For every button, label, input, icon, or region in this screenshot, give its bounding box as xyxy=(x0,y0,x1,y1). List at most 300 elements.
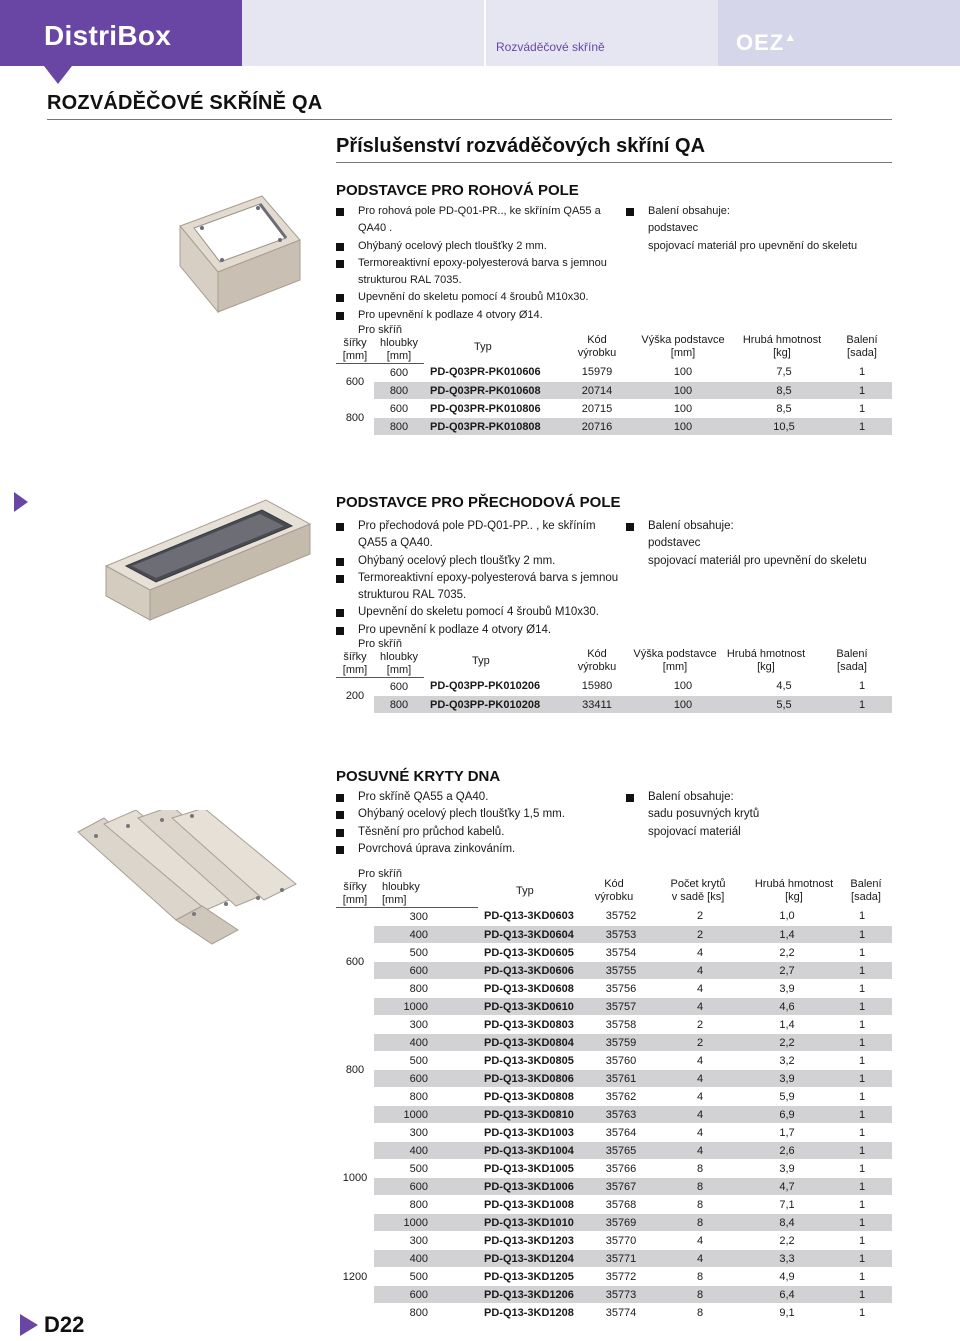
column-header-typ: Typ xyxy=(474,341,492,353)
cell-hloubka: 600 xyxy=(374,1286,478,1304)
cell-hloubka: 400 xyxy=(374,926,478,944)
cell-pocet: 8 xyxy=(658,1268,742,1286)
cell-kod: 35765 xyxy=(584,1142,658,1160)
column-header: [mm] xyxy=(336,350,374,364)
cell-vyska: 100 xyxy=(630,382,736,400)
cell-vyska: 100 xyxy=(630,678,736,696)
list-item xyxy=(336,289,626,306)
cell-typ: PD-Q13-3KD0803 xyxy=(478,1016,584,1034)
floor-covers-image xyxy=(74,810,300,946)
cell-baleni: 1 xyxy=(832,1070,892,1088)
list-item-text: Pro přechodová pole PD-Q01-PP.. , ke skříním QA55 a QA40. xyxy=(358,520,596,550)
column-header: [mm] xyxy=(374,894,478,908)
cell-typ: PD-Q13-3KD1003 xyxy=(478,1124,584,1142)
section-title: PODSTAVCE PRO ROHOVÁ POLE xyxy=(336,182,579,199)
table-row xyxy=(336,418,892,436)
cell-baleni: 1 xyxy=(832,1250,892,1268)
cell-hmotnost: 7,5 xyxy=(736,364,832,382)
table-row xyxy=(336,696,892,714)
table-row xyxy=(336,944,892,962)
list-item-text: Upevnění do skeletu pomocí 4 šroubů M10x30. xyxy=(358,291,589,304)
table-row xyxy=(336,1160,892,1178)
cell-pocet: 8 xyxy=(658,1304,742,1322)
cell-sirka: 800 xyxy=(336,1016,374,1124)
cell-hloubka: 600 xyxy=(374,678,424,696)
bullet-icon xyxy=(336,243,344,251)
hmotnost-label: Hrubá hmotnost xyxy=(726,648,806,660)
list-item xyxy=(336,622,626,639)
cell-pocet: 2 xyxy=(658,926,742,944)
cell-hloubka: 500 xyxy=(374,944,478,962)
oez-logo-text: OEZ xyxy=(736,30,785,55)
cell-pocet: 4 xyxy=(658,998,742,1016)
column-header-pocet xyxy=(656,878,740,904)
cell-baleni: 1 xyxy=(832,926,892,944)
bullet-icon xyxy=(336,523,344,531)
pro-skrin-label: Pro skříň xyxy=(358,868,403,880)
cell-kod: 35761 xyxy=(584,1070,658,1088)
bullet-icon xyxy=(626,208,634,216)
table-row xyxy=(336,1142,892,1160)
list-item xyxy=(336,238,626,255)
list-item-text: Pro skříně QA55 a QA40. xyxy=(358,791,489,803)
list-item-text: strukturou RAL 7035. xyxy=(358,274,462,287)
list-item-text: Pro upevnění k podlaze 4 otvory Ø14. xyxy=(358,623,552,636)
cell-baleni: 1 xyxy=(832,1304,892,1322)
cell-baleni: 1 xyxy=(832,962,892,980)
table-row xyxy=(336,400,892,418)
column-header: hloubky xyxy=(382,881,420,893)
column-header: [mm] xyxy=(374,664,424,678)
cell-kod: 35753 xyxy=(584,926,658,944)
cell-kod: 35756 xyxy=(584,980,658,998)
cell-hloubka: 800 xyxy=(374,382,424,400)
cell-hmotnost: 3,2 xyxy=(742,1052,832,1070)
cell-baleni: 1 xyxy=(832,980,892,998)
column-header: [mm] xyxy=(374,350,424,364)
list-item-text: Ohýbaný ocelový plech tloušťky 2 mm. xyxy=(358,239,547,252)
bullet-icon xyxy=(626,794,634,802)
cell-kod: 35760 xyxy=(584,1052,658,1070)
baleni-label: Balení xyxy=(850,878,882,890)
bullet-icon xyxy=(336,829,344,837)
cell-hloubka: 300 xyxy=(374,1016,478,1034)
cell-hloubka: 600 xyxy=(374,1178,478,1196)
cell-baleni: 1 xyxy=(832,1124,892,1142)
column-header xyxy=(336,868,478,881)
cell-typ: PD-Q13-3KD0605 xyxy=(478,944,584,962)
table-row xyxy=(336,364,892,382)
vyrobku-label: výrobku xyxy=(594,891,634,903)
bullet-icon xyxy=(336,294,344,302)
cell-hloubka: 400 xyxy=(374,1250,478,1268)
cell-sirka: 600 xyxy=(336,908,374,1016)
sub-title: Příslušenství rozváděčových skříní QA xyxy=(336,135,706,157)
cell-typ: PD-Q13-3KD0610 xyxy=(478,998,584,1016)
cell-hmotnost: 3,3 xyxy=(742,1250,832,1268)
package-title: Balení obsahuje: xyxy=(648,520,734,532)
cell-baleni: 1 xyxy=(832,1052,892,1070)
cell-baleni: 1 xyxy=(832,1196,892,1214)
cell-pocet: 4 xyxy=(658,1070,742,1088)
cell-typ: PD-Q13-3KD0604 xyxy=(478,926,584,944)
cell-pocet: 4 xyxy=(658,1106,742,1124)
cell-kod: 35771 xyxy=(584,1250,658,1268)
cell-hmotnost: 3,9 xyxy=(742,1160,832,1178)
cell-hmotnost: 4,7 xyxy=(742,1178,832,1196)
column-header-baleni xyxy=(836,878,896,904)
cell-typ: PD-Q03PP-PK010208 xyxy=(424,696,564,714)
cell-pocet: 4 xyxy=(658,962,742,980)
cell-hmotnost: 8,4 xyxy=(742,1214,832,1232)
feature-list xyxy=(336,518,626,639)
column-header-typ: Typ xyxy=(516,885,534,897)
cell-baleni: 1 xyxy=(832,382,892,400)
package-contents xyxy=(626,789,896,841)
cell-kod: 35774 xyxy=(584,1304,658,1322)
table-row xyxy=(336,1106,892,1124)
cell-sirka: 200 xyxy=(336,678,374,714)
package-title: Balení obsahuje: xyxy=(648,791,734,803)
column-header-kod xyxy=(584,878,644,904)
cell-baleni: 1 xyxy=(832,1106,892,1124)
column-header: [mm] xyxy=(336,894,374,908)
column-header-kod xyxy=(564,334,630,360)
cell-baleni: 1 xyxy=(832,1232,892,1250)
cell-baleni: 1 xyxy=(832,1088,892,1106)
unit-label: [sada] xyxy=(837,661,867,673)
list-item-text: strukturou RAL 7035. xyxy=(358,589,467,602)
cell-hloubka: 1000 xyxy=(374,1214,478,1232)
cell-pocet: 8 xyxy=(658,1160,742,1178)
cell-typ: PD-Q13-3KD0808 xyxy=(478,1088,584,1106)
table-row xyxy=(336,980,892,998)
column-header: šířky xyxy=(343,337,367,349)
cell-typ: PD-Q13-3KD0804 xyxy=(478,1034,584,1052)
cell-vyska: 100 xyxy=(630,696,736,714)
cell-kod: 35757 xyxy=(584,998,658,1016)
feature-list xyxy=(336,203,626,324)
list-item-text: Upevnění do skeletu pomocí 4 šroubů M10x30. xyxy=(358,606,600,619)
column-header: [mm] xyxy=(336,664,374,678)
cell-baleni: 1 xyxy=(832,944,892,962)
cell-baleni: 1 xyxy=(832,696,892,714)
cell-kod: 35766 xyxy=(584,1160,658,1178)
cell-hmotnost: 1,4 xyxy=(742,1016,832,1034)
hmotnost-label: Hrubá hmotnost xyxy=(754,878,834,890)
cell-kod: 15979 xyxy=(564,364,630,382)
unit-label: [sada] xyxy=(851,891,881,903)
cell-hloubka: 500 xyxy=(374,1052,478,1070)
kod-label: Kód xyxy=(604,878,624,890)
logo-triangle-icon: ▲ xyxy=(784,30,798,44)
cell-hloubka: 800 xyxy=(374,1196,478,1214)
page-header xyxy=(0,0,960,66)
cell-pocet: 4 xyxy=(658,944,742,962)
cell-hloubka: 400 xyxy=(374,1142,478,1160)
cell-typ: PD-Q13-3KD1203 xyxy=(478,1232,584,1250)
package-item: spojovací materiál pro upevnění do skeletu xyxy=(648,239,858,252)
list-item-text: Ohýbaný ocelový plech tloušťky 2 mm. xyxy=(358,554,556,567)
cell-typ: PD-Q13-3KD1005 xyxy=(478,1160,584,1178)
cell-hmotnost: 2,6 xyxy=(742,1142,832,1160)
cell-typ: PD-Q13-3KD0606 xyxy=(478,962,584,980)
cell-hloubka: 600 xyxy=(374,962,478,980)
cell-baleni: 1 xyxy=(832,1034,892,1052)
cell-hloubka: 300 xyxy=(374,1124,478,1142)
cell-hloubka: 1000 xyxy=(374,998,478,1016)
page-number-arrow-icon xyxy=(20,1314,38,1336)
cell-hmotnost: 1,7 xyxy=(742,1124,832,1142)
baleni-label: Balení xyxy=(836,648,868,660)
cell-typ: PD-Q03PR-PK010608 xyxy=(424,382,564,400)
list-item xyxy=(336,587,626,604)
unit-label: [kg] xyxy=(785,891,803,903)
table-row xyxy=(336,1124,892,1142)
cell-baleni: 1 xyxy=(832,1142,892,1160)
hmotnost-label: Hrubá hmotnost xyxy=(742,334,822,346)
cell-hloubka: 800 xyxy=(374,1088,478,1106)
unit-label: [kg] xyxy=(757,661,775,673)
cell-hmotnost: 1,4 xyxy=(742,926,832,944)
page-number-text: D22 xyxy=(44,1312,85,1337)
cell-kod: 33411 xyxy=(564,696,630,714)
list-item-text: Těsnění pro průchod kabelů. xyxy=(358,825,505,838)
cell-typ: PD-Q03PR-PK010806 xyxy=(424,400,564,418)
bullet-icon xyxy=(626,523,634,531)
cell-typ: PD-Q03PR-PK010606 xyxy=(424,364,564,382)
cell-typ: PD-Q13-3KD0805 xyxy=(478,1052,584,1070)
cell-kod: 35762 xyxy=(584,1088,658,1106)
kod-label: Kód xyxy=(587,648,607,660)
cell-hmotnost: 5,5 xyxy=(736,696,832,714)
cell-hloubka: 400 xyxy=(374,1034,478,1052)
bullet-icon xyxy=(336,575,344,583)
cell-baleni: 1 xyxy=(832,364,892,382)
list-item-text: Ohýbaný ocelový plech tloušťky 1,5 mm. xyxy=(358,808,565,821)
table-row xyxy=(336,962,892,980)
cell-baleni: 1 xyxy=(832,1178,892,1196)
vyska-label: Výška podstavce xyxy=(641,334,725,346)
cell-hloubka: 1000 xyxy=(374,1106,478,1124)
cell-hmotnost: 2,2 xyxy=(742,944,832,962)
cell-pocet: 4 xyxy=(658,1250,742,1268)
oez-logo xyxy=(736,30,797,56)
list-item xyxy=(336,570,626,587)
cell-kod: 20716 xyxy=(564,418,630,436)
cell-hmotnost: 2,7 xyxy=(742,962,832,980)
list-item xyxy=(336,806,626,823)
cell-hmotnost: 7,1 xyxy=(742,1196,832,1214)
cell-pocet: 4 xyxy=(658,980,742,998)
column-header-hmotnost xyxy=(722,334,842,360)
cell-vyska: 100 xyxy=(630,418,736,436)
cell-hmotnost: 4,9 xyxy=(742,1268,832,1286)
list-item-text: Pro rohová pole PD-Q01-PR.., ke skříním QA55 a QA40 . xyxy=(358,205,601,235)
cell-baleni: 1 xyxy=(832,400,892,418)
cell-pocet: 4 xyxy=(658,1142,742,1160)
cell-hmotnost: 8,5 xyxy=(736,400,832,418)
table-row xyxy=(336,908,892,926)
header-section-label: Rozváděčové skříně xyxy=(496,40,605,54)
cell-sirka: 800 xyxy=(336,400,374,436)
cell-hloubka: 600 xyxy=(374,1070,478,1088)
cell-kod: 35772 xyxy=(584,1268,658,1286)
cell-baleni: 1 xyxy=(832,418,892,436)
cell-pocet: 4 xyxy=(658,1232,742,1250)
bullet-icon xyxy=(336,811,344,819)
package-item: spojovací materiál pro upevnění do skeletu xyxy=(648,554,867,567)
package-title: Balení obsahuje: xyxy=(648,205,730,217)
cell-kod: 35764 xyxy=(584,1124,658,1142)
cell-typ: PD-Q03PP-PK010206 xyxy=(424,678,564,696)
baleni-label: Balení xyxy=(846,334,878,346)
bullet-icon xyxy=(336,558,344,566)
table-row xyxy=(336,1286,892,1304)
cell-typ: PD-Q13-3KD1208 xyxy=(478,1304,584,1322)
cell-pocet: 2 xyxy=(658,908,742,926)
cell-hloubka: 800 xyxy=(374,696,424,714)
section-title: POSUVNÉ KRYTY DNA xyxy=(336,768,501,785)
column-header: hloubky xyxy=(380,651,418,663)
cell-pocet: 4 xyxy=(658,1088,742,1106)
cell-kod: 20714 xyxy=(564,382,630,400)
cell-typ: PD-Q13-3KD0608 xyxy=(478,980,584,998)
cell-hloubka: 600 xyxy=(374,364,424,382)
cell-baleni: 1 xyxy=(832,1214,892,1232)
cell-hmotnost: 10,5 xyxy=(736,418,832,436)
cell-pocet: 4 xyxy=(658,1052,742,1070)
cell-hmotnost: 4,5 xyxy=(736,678,832,696)
cell-pocet: 2 xyxy=(658,1016,742,1034)
table-row xyxy=(336,1070,892,1088)
package-item: sadu posuvných krytů xyxy=(648,808,760,821)
section-arrow-icon xyxy=(14,492,28,512)
cell-typ: PD-Q13-3KD1006 xyxy=(478,1178,584,1196)
cell-typ: PD-Q13-3KD1010 xyxy=(478,1214,584,1232)
table-row xyxy=(336,1034,892,1052)
page-title: ROZVÁDĚČOVÉ SKŘÍNĚ QA xyxy=(47,92,323,114)
list-item xyxy=(336,255,626,272)
pro-skrin-label: Pro skříň xyxy=(357,324,402,336)
cell-sirka: 600 xyxy=(336,364,374,400)
cell-kod: 35759 xyxy=(584,1034,658,1052)
table-row xyxy=(336,1232,892,1250)
cell-vyska: 100 xyxy=(630,400,736,418)
cell-baleni: 1 xyxy=(832,1160,892,1178)
cell-hmotnost: 8,5 xyxy=(736,382,832,400)
table-row xyxy=(336,382,892,400)
cell-baleni: 1 xyxy=(832,908,892,926)
bullet-icon xyxy=(336,208,344,216)
list-item xyxy=(336,841,626,858)
cell-kod: 35773 xyxy=(584,1286,658,1304)
cell-hmotnost: 4,6 xyxy=(742,998,832,1016)
column-header: hloubky xyxy=(380,337,418,349)
cell-hloubka: 800 xyxy=(374,1304,478,1322)
package-item: podstavec xyxy=(648,222,699,235)
feature-list xyxy=(336,789,626,858)
cell-hmotnost: 3,9 xyxy=(742,1070,832,1088)
table-row xyxy=(336,926,892,944)
cell-pocet: 2 xyxy=(658,1034,742,1052)
cell-hmotnost: 2,2 xyxy=(742,1232,832,1250)
cell-kod: 20715 xyxy=(564,400,630,418)
cell-typ: PD-Q03PR-PK010808 xyxy=(424,418,564,436)
table-row xyxy=(336,1250,892,1268)
vyrobku-label: výrobku xyxy=(577,661,617,673)
cell-hmotnost: 5,9 xyxy=(742,1088,832,1106)
cell-hloubka: 800 xyxy=(374,980,478,998)
package-item: spojovací materiál xyxy=(648,825,741,838)
cell-typ: PD-Q13-3KD1004 xyxy=(478,1142,584,1160)
cell-kod: 35769 xyxy=(584,1214,658,1232)
unit-label: [mm] xyxy=(670,347,696,359)
cell-kod: 15980 xyxy=(564,678,630,696)
cell-typ: PD-Q13-3KD0806 xyxy=(478,1070,584,1088)
pro-skrin-label: Pro skříň xyxy=(357,638,402,650)
column-header xyxy=(336,638,424,651)
pocet-label: Počet krytů xyxy=(670,878,726,890)
cell-sirka: 1200 xyxy=(336,1232,374,1322)
cell-pocet: 4 xyxy=(658,1124,742,1142)
cell-pocet: 8 xyxy=(658,1178,742,1196)
vyrobku-label: výrobku xyxy=(577,347,617,359)
table-row xyxy=(336,1088,892,1106)
cell-kod: 35768 xyxy=(584,1196,658,1214)
package-contents xyxy=(626,518,896,570)
unit-label: [sada] xyxy=(847,347,877,359)
cell-kod: 35767 xyxy=(584,1178,658,1196)
cell-baleni: 1 xyxy=(832,678,892,696)
list-item xyxy=(336,824,626,841)
cell-typ: PD-Q13-3KD0603 xyxy=(478,908,584,926)
cell-baleni: 1 xyxy=(832,1016,892,1034)
cell-kod: 35755 xyxy=(584,962,658,980)
brand-title: DistriBox xyxy=(44,20,172,51)
cell-pocet: 8 xyxy=(658,1286,742,1304)
bullet-icon xyxy=(336,312,344,320)
cell-hloubka: 600 xyxy=(374,400,424,418)
table-row xyxy=(336,678,892,696)
column-header: šířky xyxy=(343,881,367,893)
list-item xyxy=(336,203,626,238)
table-row xyxy=(336,1214,892,1232)
cell-baleni: 1 xyxy=(832,998,892,1016)
cell-hmotnost: 6,4 xyxy=(742,1286,832,1304)
vyska-label: Výška podstavce xyxy=(633,648,717,660)
cell-sirka: 1000 xyxy=(336,1124,374,1232)
cell-typ: PD-Q13-3KD0810 xyxy=(478,1106,584,1124)
bullet-icon xyxy=(336,260,344,268)
list-item-text: Povrchová úprava zinkováním. xyxy=(358,842,516,855)
divider xyxy=(336,162,892,163)
divider xyxy=(47,119,892,120)
table-row xyxy=(336,998,892,1016)
product-table xyxy=(336,868,892,1322)
cell-kod: 35758 xyxy=(584,1016,658,1034)
column-header-kod xyxy=(564,648,630,674)
table-row xyxy=(336,1052,892,1070)
cell-pocet: 8 xyxy=(658,1196,742,1214)
corner-base-image xyxy=(172,188,306,318)
column-header-baleni xyxy=(832,334,892,360)
cell-hloubka: 500 xyxy=(374,1268,478,1286)
bullet-icon xyxy=(336,627,344,635)
cell-vyska: 100 xyxy=(630,364,736,382)
cell-hloubka: 300 xyxy=(374,1232,478,1250)
cell-kod: 35770 xyxy=(584,1232,658,1250)
